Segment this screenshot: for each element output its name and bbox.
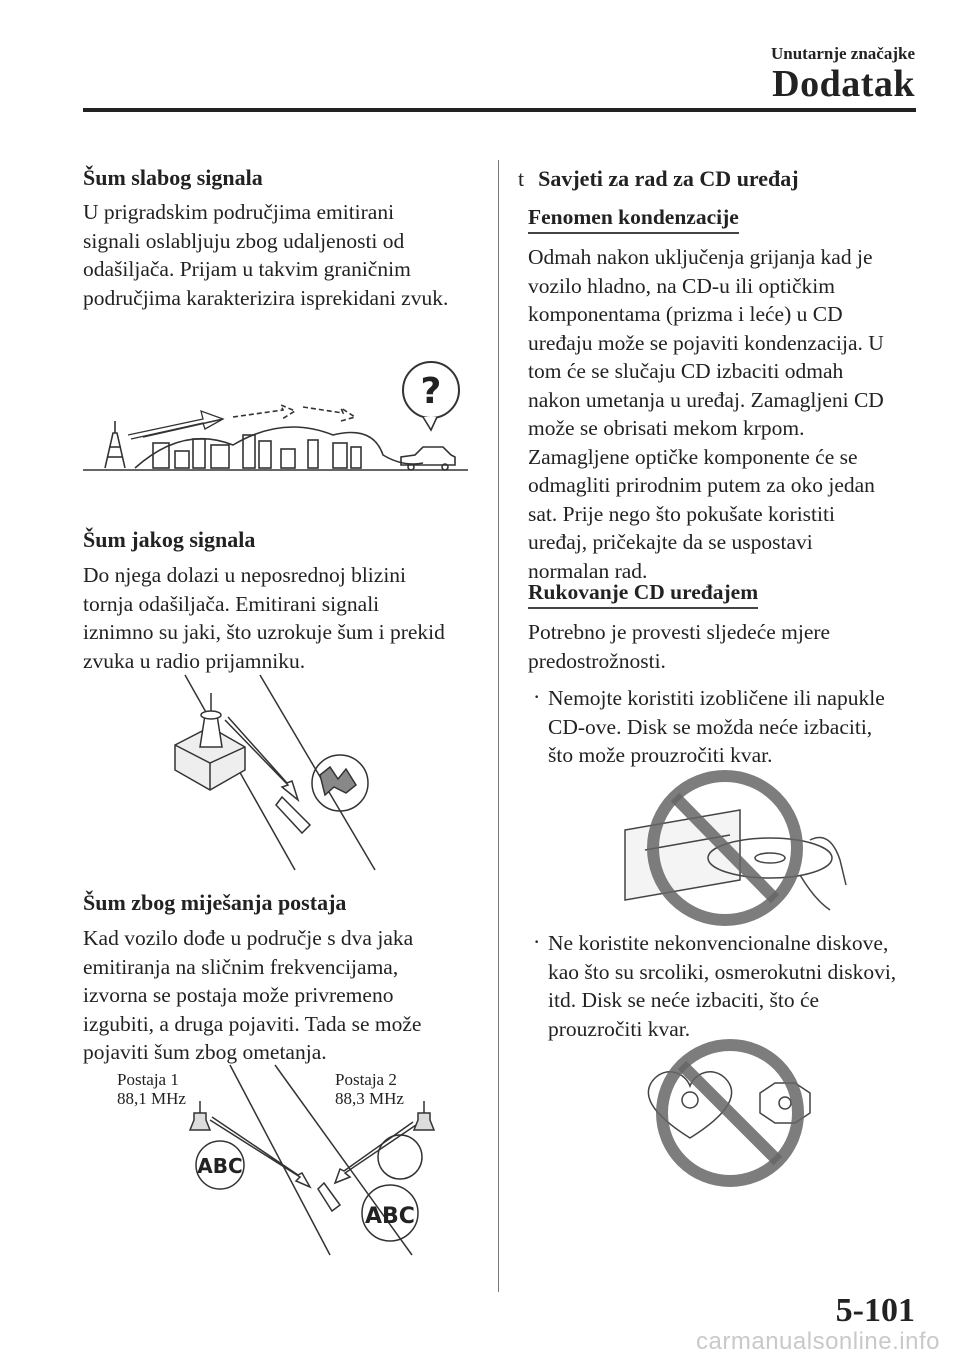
weak-signal-heading: Šum slabog signala xyxy=(83,165,263,190)
section-title: Unutarnje značajke xyxy=(770,44,915,63)
cd-tips-heading xyxy=(518,166,799,192)
strong-signal-illustration xyxy=(170,675,385,870)
condensation-title: Fenomen kondenzacije xyxy=(528,205,739,234)
station1-name: Postaja 1 xyxy=(117,1070,179,1089)
section-marker: t xyxy=(518,166,525,191)
text-line: CD-ove. Disk se možda neće izbaciti, xyxy=(548,714,873,739)
text-line: može se obrisati mekom krpom. xyxy=(528,416,805,440)
handling-title: Rukovanje CD uređajem xyxy=(528,580,758,609)
watermark: carmanualsonline.info xyxy=(696,1328,940,1355)
text-line: Nemojte koristiti izobličene ili napukle xyxy=(548,686,885,710)
text-line: izvorna se postaja može privremeno xyxy=(83,983,394,1007)
mixing-heading: Šum zbog miješanja postaja xyxy=(83,890,347,915)
text-line: tornja odašiljača. Emitirani signali xyxy=(83,591,380,616)
weak-signal-illustration xyxy=(83,355,473,485)
column-divider xyxy=(498,160,499,1292)
text-line: uređaj, pričekajte da se uspostavi xyxy=(528,530,813,554)
text-line: što može prouzročiti kvar. xyxy=(548,743,773,767)
svg-text:ABC: ABC xyxy=(197,1154,243,1178)
handling-intro xyxy=(528,618,928,675)
strong-signal-heading: Šum jakog signala xyxy=(83,527,256,552)
text-line: odmagliti prirodnim putem za oko jedan xyxy=(528,473,875,497)
text-line: prouzročiti kvar. xyxy=(548,1016,691,1041)
text-line: Odmah nakon uključenja grijanja kad je xyxy=(528,245,873,269)
mixing-illustration xyxy=(180,1065,440,1260)
station2-name: Postaja 2 xyxy=(335,1070,397,1089)
header-divider xyxy=(83,108,916,112)
text-line: odašiljača. Prijam u takvim graničnim xyxy=(83,257,411,281)
text-line: uređaju može se pojaviti kondenzacija. U xyxy=(528,330,884,355)
text-line: izgubiti, a druga pojaviti. Tada se može xyxy=(83,1011,422,1036)
text-line: Kad vozilo dođe u područje s dva jaka xyxy=(83,926,414,950)
text-line: komponentama (prizma i leće) u CD xyxy=(528,302,843,326)
text-line: kao što su srcoliki, osmerokutni diskovi, xyxy=(548,959,897,984)
text-line: itd. Disk se neće izbaciti, što će xyxy=(548,988,820,1012)
no-warped-cd-icon xyxy=(620,770,850,930)
station2-frequency: 88,3 MHz xyxy=(335,1089,404,1108)
text-line: nakon umetanja u uređaj. Zamagljeni CD xyxy=(528,387,884,412)
text-line: vozilo hladno, na CD-u ili optičkim xyxy=(528,273,835,298)
text-line: iznimno su jaki, što uzrokuje šum i prekid xyxy=(83,620,445,644)
text-line: predostrožnosti. xyxy=(528,648,666,673)
text-line: Zamagljene optičke komponente će se xyxy=(528,444,858,469)
page-number: 5-101 xyxy=(835,1292,915,1329)
no-irregular-discs-icon xyxy=(630,1038,830,1188)
text-line: Ne koristite nekonvencionalne diskove, xyxy=(548,931,889,955)
page-title: Dodatak xyxy=(772,63,915,105)
mixing-text xyxy=(83,924,483,1067)
text-line: emitiranja na sličnim frekvencijama, xyxy=(83,954,399,979)
text-line: normalan rad. xyxy=(528,558,648,583)
text-line: pojaviti šum zbog ometanja. xyxy=(83,1040,327,1064)
station1-frequency: 88,1 MHz xyxy=(117,1089,186,1108)
text-line: sat. Prije nego što pokušate koristiti xyxy=(528,501,835,526)
text-line: U prigradskim područjima emitirani xyxy=(83,200,395,224)
condensation-text xyxy=(528,243,928,585)
text-line: signali oslabljuju zbog udaljenosti od xyxy=(83,228,405,253)
text-line: tom će se slučaju CD izbaciti odmah xyxy=(528,359,844,383)
svg-text:?: ? xyxy=(420,371,442,412)
text-line: Potrebno je provesti sljedeće mjere xyxy=(528,620,831,644)
text-line: područjima karakterizira isprekidani zvuk. xyxy=(83,285,449,310)
bullet-marker: · xyxy=(533,684,541,709)
bullet-1-text xyxy=(548,684,928,770)
bullet-2-text xyxy=(548,929,933,1043)
text-line: zvuka u radio prijamniku. xyxy=(83,648,306,673)
bullet-marker: · xyxy=(533,929,541,954)
cd-tips-title: Savjeti za rad za CD uređaj xyxy=(538,166,799,191)
text-line: Do njega dolazi u neposrednoj blizini xyxy=(83,563,407,587)
svg-text:ABC: ABC xyxy=(365,1204,415,1229)
station1-label xyxy=(117,1070,186,1108)
weak-signal-text xyxy=(83,198,483,312)
strong-signal-text xyxy=(83,561,483,675)
